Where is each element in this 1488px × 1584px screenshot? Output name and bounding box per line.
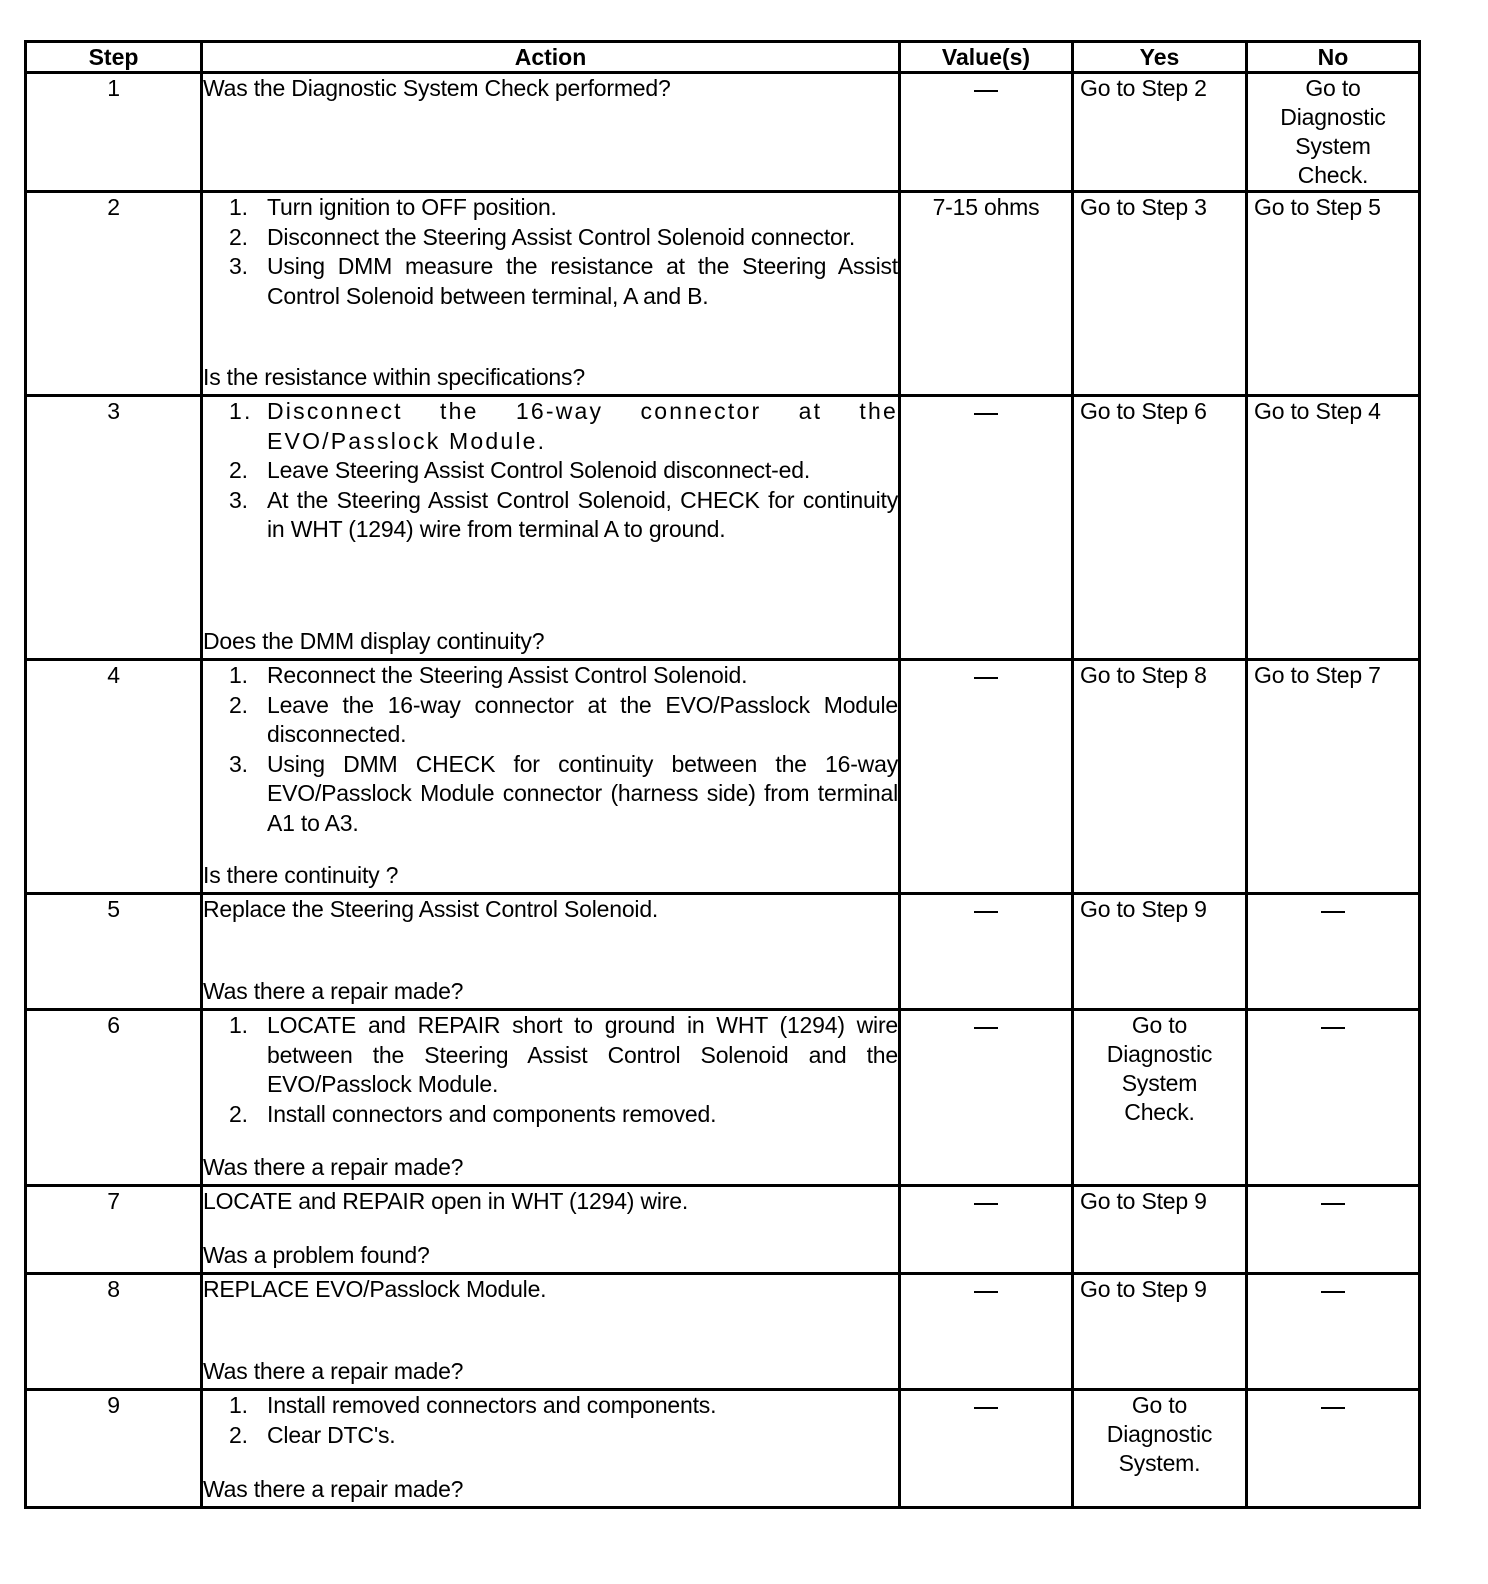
no-cell-line: Check. [1297,162,1369,188]
no-cell-text: Go to Step 5 [1254,194,1381,220]
em-dash-icon [974,1407,998,1409]
action-question: Was there a repair made? [203,1475,464,1502]
yes-cell [1073,894,1247,1010]
substep-item: Leave Steering Assist Control Solenoid disconnect-ed. [267,457,811,483]
substep-item: Leave the 16-way connector at the EVO/Passlock Module disconnected. [267,691,898,747]
no-cell [1247,1186,1420,1274]
value-cell [900,396,1073,660]
em-dash-icon [1321,1203,1345,1205]
step-number: 6 [26,1010,202,1186]
no-cell-line: Diagnostic [1280,104,1386,130]
yes-cell-line: System. [1118,1450,1201,1476]
substep-list [203,193,898,311]
no-cell [1247,396,1420,660]
action-cell [202,1186,900,1274]
action-text: Was the Diagnostic System Check performed? [203,75,671,101]
action-question: Was a problem found? [203,1241,430,1268]
header-row [26,42,1420,73]
header-values: Value(s) [900,42,1073,73]
substep-item: Using DMM measure the resistance at the Steering Assist Control Solenoid between terminal, A and B. [267,253,898,309]
yes-cell-text: Go to Step 2 [1080,75,1207,101]
yes-cell-line: System [1121,1070,1198,1096]
no-cell-text: Go to Step 4 [1254,398,1381,424]
header-yes: Yes [1073,42,1247,73]
yes-cell [1073,396,1247,660]
substep-item: Disconnect the Steering Assist Control Solenoid connector. [267,223,856,250]
em-dash-icon [974,677,998,679]
em-dash-icon [974,911,998,913]
em-dash-icon [974,1291,998,1293]
value-cell [900,1186,1073,1274]
value-cell [900,1010,1073,1186]
action-cell [202,1390,900,1508]
value-cell [900,192,1073,396]
yes-cell-text: Go to Step 9 [1080,1188,1207,1214]
table-row [26,1010,1420,1186]
value-cell-text: 7-15 ohms [932,194,1040,220]
step-number: 2 [26,192,202,396]
header-step: Step [26,42,202,73]
action-content [203,1187,898,1270]
value-cell [900,73,1073,192]
yes-cell [1073,1010,1247,1186]
action-cell [202,73,900,192]
no-cell-line: System [1295,133,1371,159]
yes-cell-line: Check. [1124,1099,1195,1125]
step-number: 4 [26,660,202,894]
yes-cell-line: Go to [1131,1392,1188,1418]
table-row [26,73,1420,192]
no-cell-line: Go to [1305,75,1361,101]
table-row [26,1186,1420,1274]
action-content [203,1391,898,1504]
em-dash-icon [974,1027,998,1029]
table-row [26,1274,1420,1390]
action-question: Is the resistance within specifications? [203,363,585,390]
step-number: 5 [26,894,202,1010]
yes-cell-line: Go to [1131,1012,1188,1038]
no-cell-text: Go to Step 7 [1254,662,1381,688]
table-row [26,660,1420,894]
substep-item: At the Steering Assist Control Solenoid, CHECK for continuity in WHT (1294) wire from terminal A to ground. [267,486,898,542]
yes-cell-text: Go to Step 3 [1080,194,1207,220]
em-dash-icon [1321,911,1345,913]
header-action: Action [202,42,900,73]
action-content [203,895,898,1006]
step-number: 9 [26,1390,202,1508]
em-dash-icon [1321,1291,1345,1293]
action-cell [202,1274,900,1390]
action-question: Was there a repair made? [203,977,464,1004]
action-content [203,397,898,656]
header-no: No [1247,42,1420,73]
action-content [203,661,898,890]
substep-list [203,1391,898,1450]
value-cell [900,1274,1073,1390]
yes-cell-text: Go to Step 9 [1080,1276,1207,1302]
table-row [26,192,1420,396]
yes-cell [1073,1390,1247,1508]
em-dash-icon [974,413,998,415]
substep-list [203,397,898,545]
step-number: 3 [26,396,202,660]
action-content [203,1275,898,1386]
no-cell [1247,1274,1420,1390]
table-row [26,396,1420,660]
no-cell [1247,894,1420,1010]
table-row [26,1390,1420,1508]
action-text: Replace the Steering Assist Control Solenoid. [203,896,659,922]
substep-item: Reconnect the Steering Assist Control Solenoid. [267,662,748,688]
yes-cell-text: Go to Step 9 [1080,896,1207,922]
em-dash-icon [974,90,998,92]
substep-item: LOCATE and REPAIR short to ground in WHT (1294) wire between the Steering Assist Control Solenoid and the EVO/Passlock Module. [267,1012,898,1097]
action-content [203,1011,898,1182]
substep-list [203,1011,898,1129]
em-dash-icon [1321,1027,1345,1029]
step-number: 1 [26,73,202,192]
value-cell [900,894,1073,1010]
no-cell [1247,660,1420,894]
action-cell [202,660,900,894]
yes-cell-line: Diagnostic [1106,1421,1213,1447]
substep-item: Disconnect the 16-way connector at the EVO/Passlock Module. [267,398,898,454]
substep-item: Clear DTC's. [267,1421,396,1448]
diagnostic-page [24,40,1418,1509]
action-content [203,193,898,392]
substep-item: Install connectors and components removed. [267,1100,717,1127]
yes-cell-text: Go to Step 6 [1080,398,1207,424]
table-body [26,73,1420,1508]
action-cell [202,396,900,660]
action-question: Is there continuity ? [203,861,399,888]
diagnostic-table [24,40,1421,1509]
substep-item: Using DMM CHECK for continuity between the 16-way EVO/Passlock Module connector (harness side) from terminal A1 to A3. [267,750,898,836]
no-cell [1247,192,1420,396]
yes-cell [1073,660,1247,894]
substep-item: Turn ignition to OFF position. [267,194,557,220]
step-number: 8 [26,1274,202,1390]
action-cell [202,192,900,396]
em-dash-icon [974,1203,998,1205]
yes-cell [1073,1186,1247,1274]
no-cell [1247,1010,1420,1186]
action-question: Was there a repair made? [203,1357,464,1384]
yes-cell-line: Diagnostic [1106,1041,1213,1067]
substep-item: Install removed connectors and components. [267,1392,717,1418]
yes-cell [1073,1274,1247,1390]
action-text: LOCATE and REPAIR open in WHT (1294) wire. [203,1188,689,1214]
value-cell [900,1390,1073,1508]
action-cell [202,1010,900,1186]
yes-cell [1073,192,1247,396]
step-number: 7 [26,1186,202,1274]
em-dash-icon [1321,1407,1345,1409]
action-content [203,74,898,183]
yes-cell-text: Go to Step 8 [1080,662,1207,688]
no-cell [1247,73,1420,192]
action-question: Was there a repair made? [203,1153,464,1180]
value-cell [900,660,1073,894]
yes-cell [1073,73,1247,192]
action-text: REPLACE EVO/Passlock Module. [203,1276,547,1302]
table-row [26,894,1420,1010]
action-question: Does the DMM display continuity? [203,627,545,654]
no-cell [1247,1390,1420,1508]
substep-list [203,661,898,838]
action-cell [202,894,900,1010]
